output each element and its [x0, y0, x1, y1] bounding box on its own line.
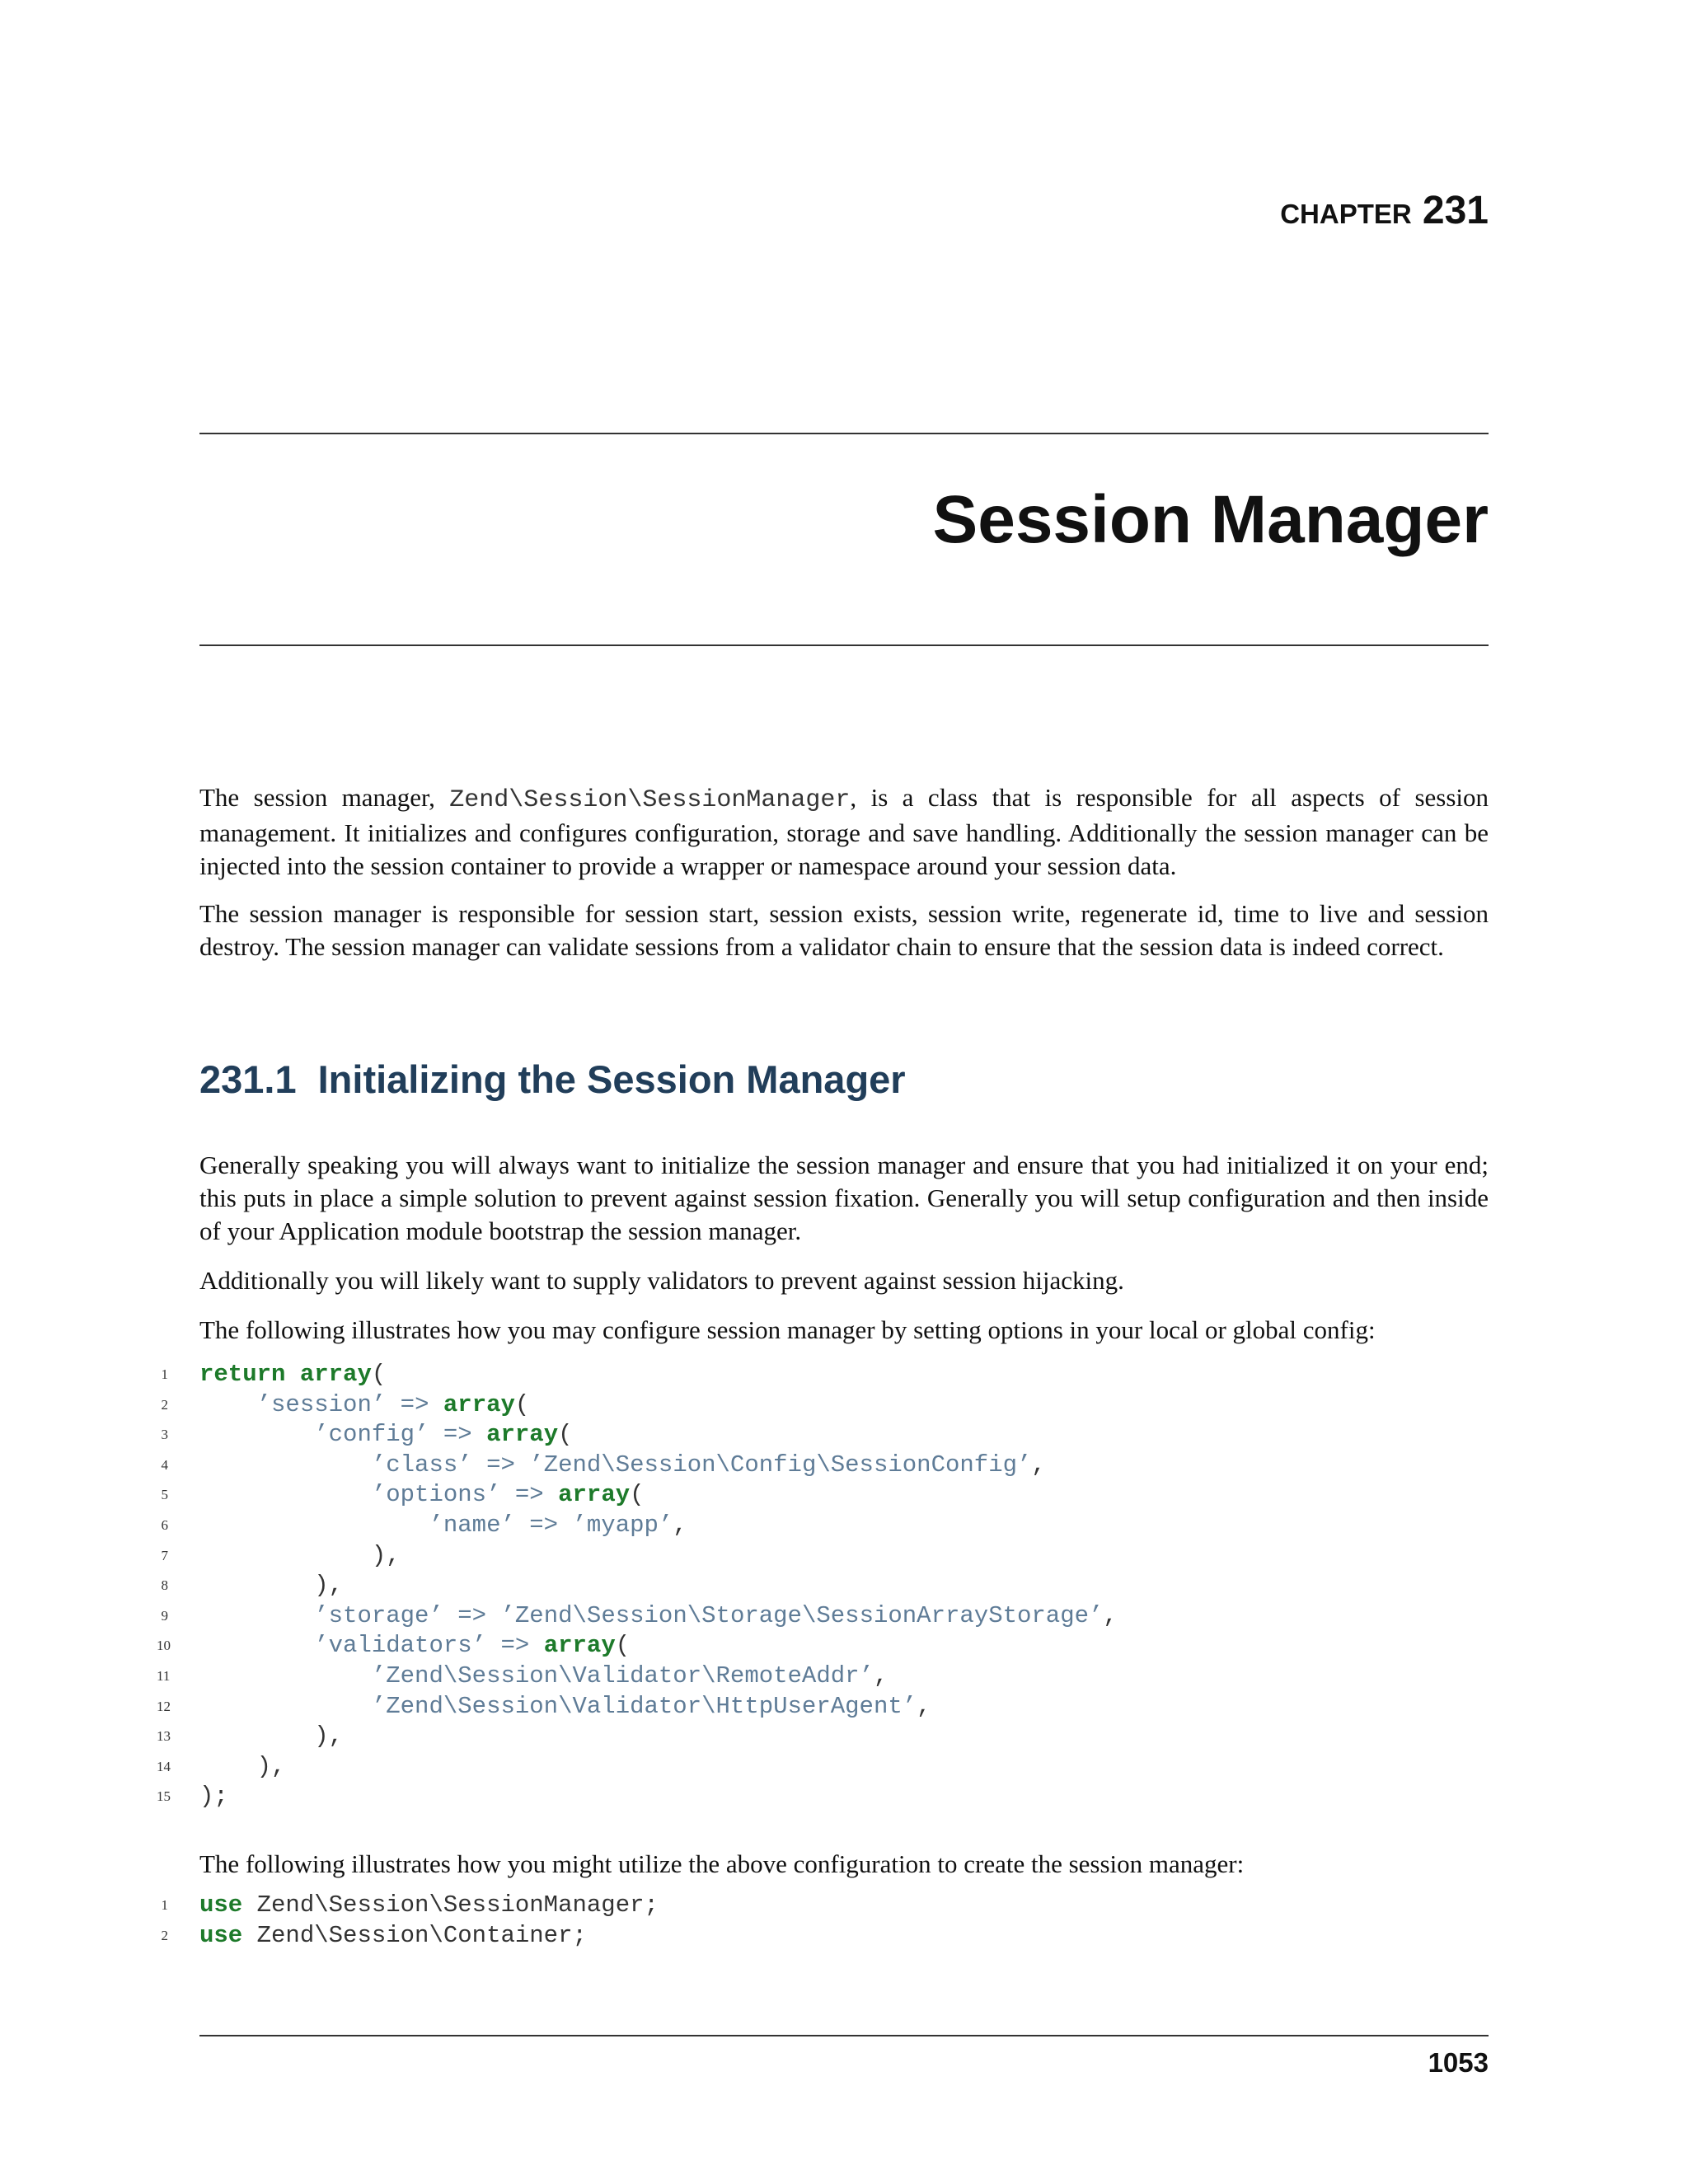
code-token: [199, 1632, 314, 1659]
line-number: 9: [161, 1607, 168, 1624]
code-keyword: use: [199, 1921, 243, 1949]
code-string: ’Zend\Session\Validator\HttpUserAgent’: [371, 1692, 917, 1720]
code-line: [0, 1451, 1121, 1481]
line-number: 1: [161, 1897, 168, 1913]
intro-text-before-code: The session manager,: [199, 783, 450, 812]
code-line: [0, 1692, 1121, 1722]
code-text: [199, 1451, 1046, 1481]
section-title-text: Initializing the Session Manager: [317, 1057, 906, 1101]
code-token: =>: [429, 1421, 487, 1449]
code-line: [0, 1571, 1121, 1601]
code-line: [0, 1722, 1121, 1752]
code-line: [0, 1480, 1121, 1511]
inline-code-class-name: Zend\Session\SessionManager: [449, 786, 851, 814]
code-text: [199, 1420, 573, 1451]
code-token: ,: [917, 1692, 931, 1720]
code-text: [199, 1511, 687, 1541]
code-keyword: array: [543, 1632, 616, 1660]
code-text: [199, 1752, 285, 1783]
code-token: [199, 1693, 372, 1720]
code-string: ’name’: [429, 1511, 515, 1539]
line-number: 6: [161, 1516, 168, 1533]
code-text: [199, 1661, 888, 1692]
code-line: [0, 1782, 1121, 1812]
code-line: [0, 1511, 1121, 1541]
code-block-use-statements: [0, 1891, 1121, 1951]
code-string: ’Zend\Session\Config\SessionConfig’: [529, 1451, 1032, 1479]
section-paragraph-3: The following illustrates how you may configure session manager by setting options in your local or global config:: [199, 1315, 1376, 1344]
code-token: (: [558, 1421, 573, 1449]
line-number: 8: [161, 1577, 168, 1594]
code-token: (: [615, 1632, 631, 1660]
document-page: [157, 0, 1489, 2184]
footer-rule: [199, 2035, 1489, 2036]
code-token: [199, 1511, 429, 1539]
line-number: 15: [157, 1788, 171, 1805]
code-text: [199, 1921, 587, 1952]
code-text: [199, 1360, 386, 1390]
chapter-label: [1280, 191, 1489, 231]
code-text: [199, 1390, 529, 1421]
code-keyword: array: [558, 1481, 631, 1509]
code-text: [199, 1891, 659, 1921]
code-string: ’myapp’: [572, 1511, 673, 1539]
line-number: 10: [157, 1638, 171, 1654]
code-token: =>: [514, 1511, 573, 1539]
code-string: ’options’: [371, 1481, 501, 1509]
code-string: ’config’: [314, 1421, 429, 1449]
code-string: ’validators’: [314, 1632, 487, 1660]
line-number: 7: [161, 1547, 168, 1563]
line-number: 4: [161, 1456, 168, 1473]
code-token: [199, 1451, 372, 1479]
section-paragraph-2: Additionally you will likely want to supply validators to prevent against session hijacking.: [199, 1266, 1124, 1295]
section-paragraph-1: Generally speaking you will always want to initialize the session manager and ensure that you had initialized it on your end; this puts in place a simple solution to prevent against session fixation. Generally you will setup configuration and then inside of your Application module bootstrap the session manager.: [199, 1151, 1489, 1245]
code-text: [199, 1692, 931, 1722]
code-token: [199, 1421, 314, 1448]
code-token: =>: [500, 1481, 559, 1509]
code-token: (: [514, 1390, 530, 1418]
code-block-config: [0, 1360, 1121, 1812]
code-keyword: array: [443, 1390, 515, 1418]
code-token: ,: [673, 1511, 687, 1539]
section-heading: [199, 1057, 906, 1101]
code-token: Zend\Session\Container;: [242, 1921, 587, 1949]
intro-paragraph-2: The session manager is responsible for session start, session exists, session write, regenerate id, time to live and session destroy. The session manager can validate sessions from a validator chain to ensure that the session data is indeed correct.: [199, 899, 1489, 961]
code-token: [199, 1662, 372, 1690]
code-line: [0, 1891, 1121, 1921]
code-text: [199, 1571, 343, 1601]
code-token: ),: [199, 1541, 401, 1569]
code-token: ,: [873, 1661, 889, 1690]
code-token: ),: [199, 1722, 344, 1750]
code-text: [199, 1722, 343, 1752]
section-number: 231.1: [199, 1057, 297, 1101]
code-token: Zend\Session\SessionManager;: [242, 1891, 659, 1919]
line-number: 5: [161, 1487, 168, 1503]
chapter-number: 231: [1422, 189, 1489, 232]
code-text: [199, 1631, 630, 1661]
title-rule-bottom: [199, 644, 1489, 646]
line-number: 11: [157, 1667, 171, 1684]
code-line: [0, 1420, 1121, 1451]
code-token: =>: [386, 1390, 443, 1418]
line-number: 2: [161, 1396, 168, 1413]
code-keyword: return: [199, 1361, 286, 1388]
code-line: [0, 1360, 1121, 1390]
code-token: [199, 1602, 314, 1629]
code-line: [0, 1601, 1121, 1632]
page-number: 1053: [1428, 2047, 1489, 2078]
code-text: [199, 1480, 645, 1511]
code-token: =>: [443, 1601, 501, 1629]
line-number: 14: [157, 1758, 171, 1774]
line-number: 3: [161, 1427, 168, 1443]
code-line: [0, 1752, 1121, 1783]
section-paragraph-4: The following illustrates how you might utilize the above configuration to create the session manager:: [199, 1849, 1245, 1878]
chapter-word: CHAPTER: [1280, 199, 1412, 229]
code-token: [285, 1361, 299, 1388]
code-token: ,: [1031, 1451, 1046, 1479]
intro-text-after-code: , is a class that is responsible for all aspects of session management. It initializes and configures configuration, storage and save handling. Additionally the session manager can be injected into the session container to provide a wrapper or namespace around your session data.: [199, 783, 1489, 880]
code-token: (: [630, 1481, 645, 1509]
code-string: ’Zend\Session\Validator\RemoteAddr’: [371, 1661, 874, 1690]
code-token: =>: [471, 1451, 530, 1479]
code-token: (: [371, 1361, 387, 1388]
code-line: [0, 1661, 1121, 1692]
code-line: [0, 1541, 1121, 1572]
line-number: 2: [161, 1927, 168, 1943]
intro-paragraph-1: [199, 781, 1489, 883]
line-number: 13: [157, 1728, 171, 1745]
code-token: =>: [486, 1632, 544, 1660]
line-number: 12: [157, 1698, 171, 1714]
code-string: ’Zend\Session\Storage\SessionArrayStorage’: [500, 1601, 1104, 1629]
code-keyword: use: [199, 1891, 243, 1919]
code-text: [199, 1541, 401, 1572]
code-line: [0, 1921, 1121, 1952]
code-text: [199, 1601, 1118, 1632]
code-keyword: array: [486, 1421, 559, 1449]
code-token: );: [199, 1783, 228, 1811]
code-string: ’storage’: [314, 1601, 443, 1629]
code-token: [199, 1481, 372, 1508]
code-keyword: array: [299, 1361, 372, 1388]
code-string: ’session’: [256, 1390, 387, 1418]
code-token: [199, 1391, 257, 1418]
title-rule-top: [199, 433, 1489, 434]
code-line: [0, 1390, 1121, 1421]
code-token: ),: [199, 1752, 286, 1780]
code-token: ),: [199, 1572, 344, 1600]
chapter-title: Session Manager: [932, 482, 1489, 557]
code-string: ’class’: [371, 1451, 472, 1479]
line-number: 1: [161, 1366, 168, 1382]
code-line: [0, 1631, 1121, 1661]
code-text: [199, 1782, 228, 1812]
code-token: ,: [1103, 1601, 1118, 1629]
